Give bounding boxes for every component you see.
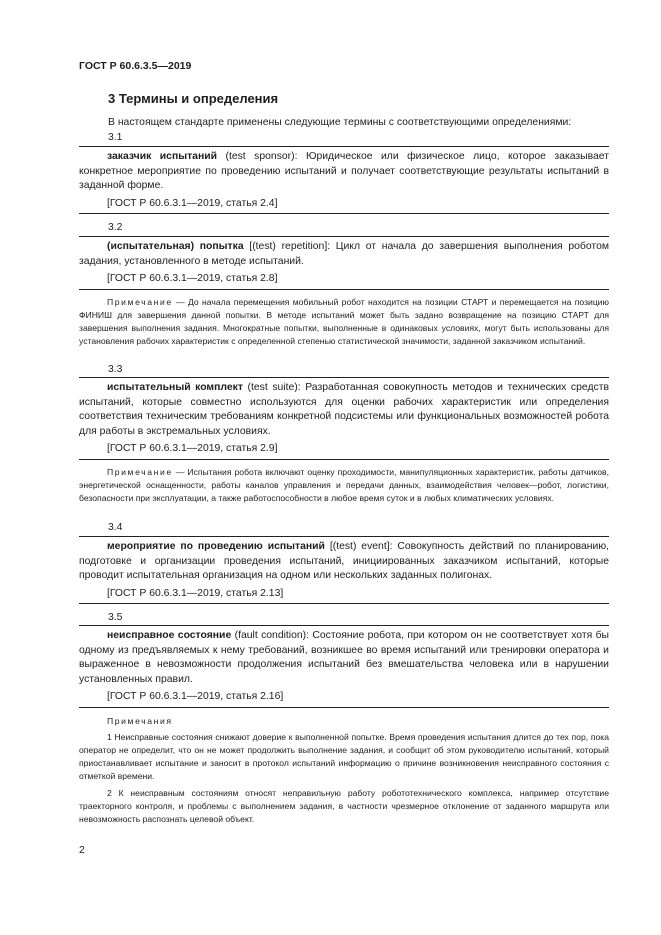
notes-heading: Примечания [107,716,173,726]
note-text: Примечание — Испытания робота включают оценку проходимости, манипуляционных характеристик, работы датчиков, энергетической оснащенности, работы каналов управления и передачи данных, взаимодействия человек—робот, логистики, безопасности при эксплуатации, а также работоспособности в любое время суток и в любых климатических условиях. [79,467,610,503]
term-text: (test sponsor): Юридическое или физическое лицо, которое заказывает конкретное мероприятие по проведению испытаний и получает соответствующие результаты испытаний в заданной форме. [79,151,609,192]
term-box [79,625,609,708]
section-intro: В настоящем стандарте применены следующие термины с соответствующими определениями: [108,117,572,128]
document-id: ГОСТ Р 60.6.3.5—2019 [79,60,192,72]
notes-block [79,715,609,830]
term-name: мероприятие по проведению испытаний [107,541,325,552]
term-definition [79,629,609,687]
term-definition [79,240,609,269]
term-box [79,377,609,460]
term-reference: [ГОСТ Р 60.6.3.1—2019, статья 2.4] [107,197,278,209]
term-number: 3.2 [108,222,123,233]
term-name: испытательный комплект [107,382,243,393]
note-item: 2 К неисправным состояниям относят неправильную работу робототехнического комплекса, например отсутствие траекторного контроля, и проблемы с выполнением задания, в частности чрезмерное отклонение от заданного маршрута или невозможность распознать целевой объект. [79,788,609,824]
note-label: Примечание [107,297,173,307]
term-text: (fault condition): Состояние робота, при котором он не соответствует хотя бы одному из предъявляемых к нему требований, возникшее во время испытаний или тренировки оператора и выраженное в невозможности продолжения испытаний без вмешательства человека или в нарушении установленных правил. [79,630,610,685]
note-text: Примечание — До начала перемещения мобильный робот находится на позиции СТАРТ и перемещается на позицию ФИНИШ для завершения данной попытки. В методе испытаний может быть задано возвращение на позицию СТАРТ для завершения выполнения задания. Многократные попытки, выполненные в одинаковых условиях, могут быть использованы для установления рабочих характеристик с определенной степенью статистической значимости, заданной заказчиком испытаний. [79,297,609,346]
term-number: 3.4 [108,522,123,533]
term-name: (испытательная) попытка [107,241,244,252]
term-box [79,536,609,604]
term-text: [(test) event]: Совокупность действий по планированию, подготовке и организации проведения испытаний, инициированных заказчиком испытаний, которые проводит испытательная организация на одном или нескольких заданных полигонах. [79,541,610,582]
note-body: До начала перемещения мобильный робот находится на позиции СТАРТ и перемещается на позицию ФИНИШ для завершения данной попытки. В методе испытаний может быть задано возвращение на позицию СТАРТ для завершения выполнения задания. Многократные попытки, выполненные в одинаковых условиях, могут быть использованы для установления рабочих характеристик с определенной степенью статистической значимости, заданной заказчиком испытаний. [79,297,609,346]
note-item: 1 Неисправные состояния снижают доверие к выполненной попытке. Время проведения испытания длится до тех пор, пока оператор не определит, что он не может продолжить выполнение задания, и сообщит об этом руководителю испытаний, который приостанавливает испытание и заносит в протокол испытаний информацию о причине возникновения неисправного состояния с отметкой времени. [79,732,609,781]
term-number: 3.1 [108,132,123,143]
note [79,296,609,348]
term-number: 3.5 [108,612,123,623]
term-name: заказчик испытаний [107,151,218,162]
term-reference: [ГОСТ Р 60.6.3.1—2019, статья 2.8] [107,273,278,285]
term-text: (test suite): Разработанная совокупность методов и технических средств испытаний, которые совместно используются для оценки рабочих характеристик или определения соответствия техническим требованиям конкретной подсистемы или функциональных возможностей робота для работы в экстремальных условиях. [79,382,609,437]
note [79,466,609,505]
term-reference: [ГОСТ Р 60.6.3.1—2019, статья 2.16] [107,691,284,703]
note-label: Примечание [107,467,173,477]
term-box [79,146,609,214]
term-name: неисправное состояние [107,630,232,641]
term-definition [79,150,609,194]
term-definition [79,540,609,584]
term-reference: [ГОСТ Р 60.6.3.1—2019, статья 2.9] [107,443,278,455]
term-definition [79,381,609,439]
term-reference: [ГОСТ Р 60.6.3.1—2019, статья 2.13] [107,587,284,599]
page-number: 2 [79,844,85,856]
term-box [79,236,609,290]
section-title: 3 Термины и определения [108,91,279,106]
term-number: 3.3 [108,364,123,375]
note-body: Испытания робота включают оценку проходимости, манипуляционных характеристик, работы датчиков, энергетической оснащенности, работы каналов управления и передачи данных, взаимодействия человек—робот, логистики, безопасности при эксплуатации, а также работоспособности в любое время суток и в любых климатических условиях. [79,467,610,503]
term-text: [(test) repetition]: Цикл от начала до завершения выполнения роботом задания, установленного в методе испытаний. [79,241,609,267]
